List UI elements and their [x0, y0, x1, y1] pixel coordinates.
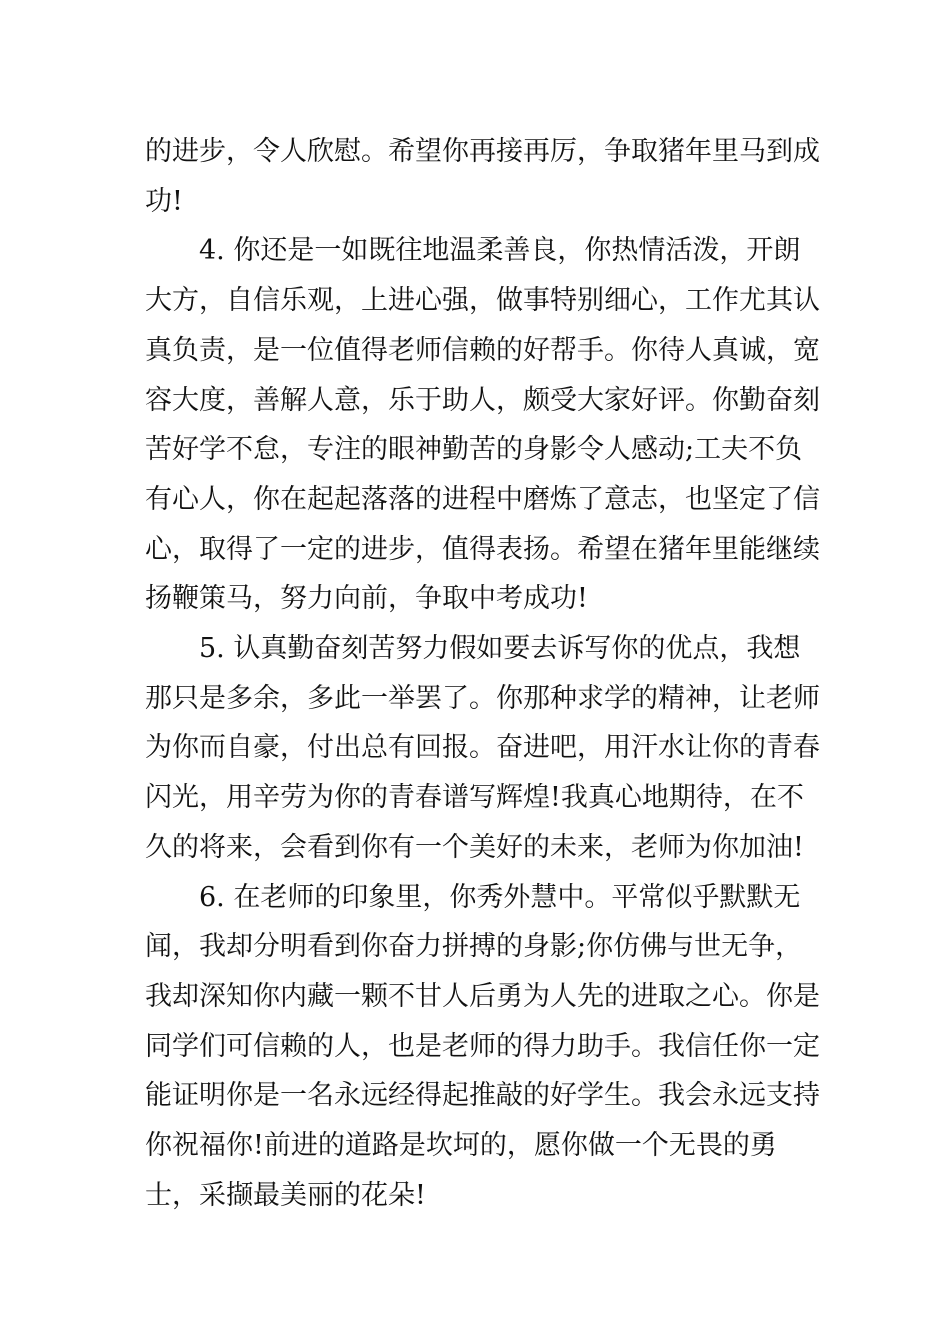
paragraph-4: 4. 你还是一如既往地温柔善良，你热情活泼，开朗大方，自信乐观，上进心强，做事特别细心，工作尤其认真负责，是一位值得老师信赖的好帮手。你待人真诚，宽容大度，善解人意，乐于助人，颇受大家好评。你勤奋刻苦好学不怠，专注的眼神勤苦的身影令人感动;工夫不负有心人，你在起起落落的进程中磨炼了意志，也坚定了信心，取得了一定的进步，值得表扬。希望在猪年里能继续扬鞭策马，努力向前，争取中考成功!	[145, 235, 820, 615]
paragraph-continued: 的进步，令人欣慰。希望你再接再厉，争取猪年里马到成功!	[145, 136, 820, 217]
paragraph-5: 5. 认真勤奋刻苦努力假如要去诉写你的优点，我想那只是多余，多此一举罢了。你那种求学的精神，让老师为你而自豪，付出总有回报。奋进吧，用汗水让你的青春闪光，用辛劳为你的青春谱写辉煌!我真心地期待，在不久的将来，会看到你有一个美好的未来，老师为你加油!	[145, 633, 820, 863]
paragraph-6: 6. 在老师的印象里，你秀外慧中。平常似乎默默无闻，我却分明看到你奋力拼搏的身影;你仿佛与世无争，我却深知你内藏一颗不甘人后勇为人先的进取之心。你是同学们可信赖的人，也是老师的得力助手。我信任你一定能证明你是一名永远经得起推敲的好学生。我会永远支持你祝福你!前进的道路是坎坷的，愿你做一个无畏的勇士，采撷最美丽的花朵!	[145, 881, 820, 1211]
document-body	[145, 127, 825, 1220]
